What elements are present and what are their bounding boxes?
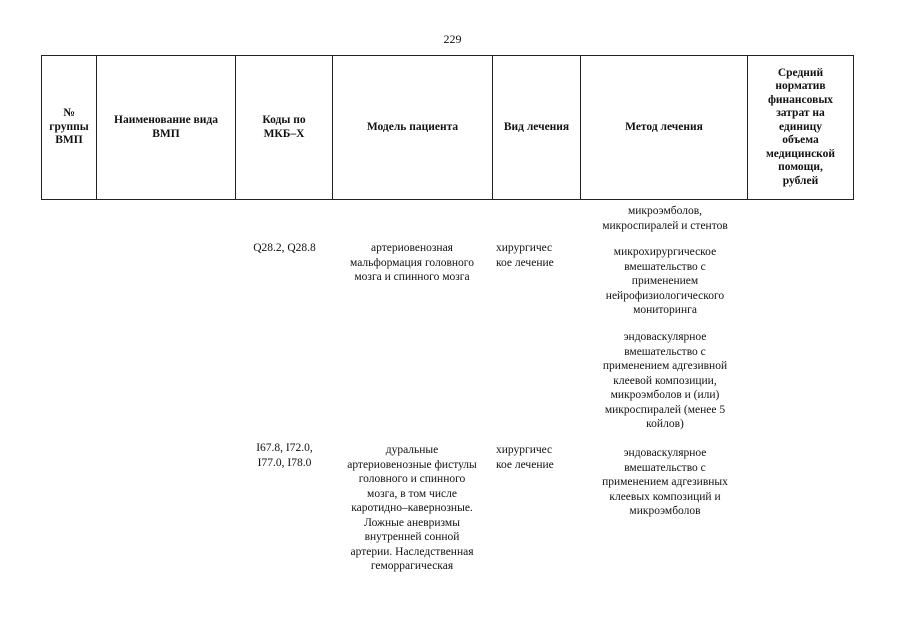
text-line: головного и спинного (358, 473, 466, 485)
text-line: вмешательство с (624, 461, 706, 474)
text-line: клеевых композиций и (609, 490, 721, 503)
row1-method-microsurgical (580, 245, 750, 318)
text-line: артериовенозные фистулы (347, 458, 477, 471)
header-group (42, 56, 97, 200)
text-line: кое лечение (496, 458, 554, 471)
text-line: Ложные аневризмы (364, 516, 460, 529)
text-line: артериовенозная (371, 242, 453, 254)
header-cost-line: рублей (782, 174, 819, 187)
table-header (41, 55, 854, 200)
text-line: хирургичес (496, 444, 553, 456)
row1-method-endovascular (580, 330, 750, 432)
header-cost-line: объема (782, 134, 819, 147)
header-method-line: Метод лечения (625, 120, 703, 133)
text-line: эндоваскулярное (623, 331, 707, 343)
header-group-line: группы (49, 120, 89, 133)
header-name-line: Наименование вида (114, 114, 218, 126)
text-line: артерии. Наследственная (350, 545, 474, 558)
header-model-line: Модель пациента (366, 120, 459, 133)
text-line: I67.8, I72.0, (256, 442, 313, 454)
header-group-line: ВМП (55, 134, 83, 147)
text-line: внутренней сонной (364, 531, 460, 543)
row2-patient-model (332, 443, 492, 574)
text-line: микроэмболов и (или) (610, 389, 720, 401)
text-line: эндоваскулярное (623, 447, 707, 459)
header-method (581, 56, 748, 200)
header-cost-line: медицинской (765, 147, 836, 160)
header-codes (236, 56, 333, 200)
text-line: кое лечение (496, 256, 554, 269)
header-codes-line: МКБ–X (263, 127, 305, 140)
text-line: мониторинга (633, 304, 697, 316)
header-cost-line: норматив (775, 80, 826, 93)
text-line: нейрофизиологического (605, 289, 725, 302)
row2-method-endovascular (580, 446, 750, 519)
text-line: клеевой композиции, (613, 374, 717, 387)
header-name-line: ВМП (152, 127, 180, 140)
text-line: I77.0, I78.0 (257, 456, 312, 469)
text-line: микроспиралей (менее 5 (604, 403, 726, 416)
header-treatment-type-line: Вид лечения (503, 120, 570, 133)
header-treatment-type (493, 56, 581, 200)
header-cost-line: финансовых (767, 93, 834, 106)
row1-patient-model (332, 241, 492, 285)
text-line: койлов) (646, 418, 684, 430)
header-cost-line: единицу (778, 120, 823, 133)
continued-method-text (580, 204, 750, 233)
row1-treatment-type (496, 241, 580, 270)
text-line: мозга, в том числе (367, 487, 457, 500)
text-line: микрохирургическое (613, 246, 717, 258)
text-line: Q28.2, Q28.8 (253, 242, 316, 254)
text-line: каротидно–кавернозные. (351, 502, 473, 514)
row1-codes (236, 241, 333, 256)
row2-codes (236, 441, 333, 470)
text-line: микроэмболов (629, 505, 701, 517)
text-line: применением (631, 275, 699, 287)
header-group-line: № (63, 107, 75, 120)
text-line: применением адгезивной (602, 360, 728, 372)
row2-treatment-type (496, 443, 580, 472)
text-line: микроспиралей и стентов (602, 219, 728, 232)
text-line: хирургичес (496, 242, 553, 254)
text-line: вмешательство с (624, 260, 706, 273)
text-line: геморрагическая (370, 560, 454, 572)
text-line: мальформация головного (350, 256, 474, 269)
header-cost (748, 56, 854, 200)
header-name (97, 56, 236, 200)
text-line: микроэмболов, (627, 205, 702, 217)
header-cost-line: помощи, (778, 161, 823, 174)
header-cost-line: затрат на (776, 107, 825, 120)
text-line: дуральные (385, 444, 439, 456)
text-line: применением адгезивных (602, 476, 728, 488)
text-line: мозга и спинного мозга (354, 271, 470, 283)
page-number: 229 (443, 32, 462, 46)
header-cost-line: Средний (777, 66, 824, 79)
text-line: вмешательство с (624, 345, 706, 358)
header-model (333, 56, 493, 200)
header-codes-line: Коды по (262, 114, 306, 126)
